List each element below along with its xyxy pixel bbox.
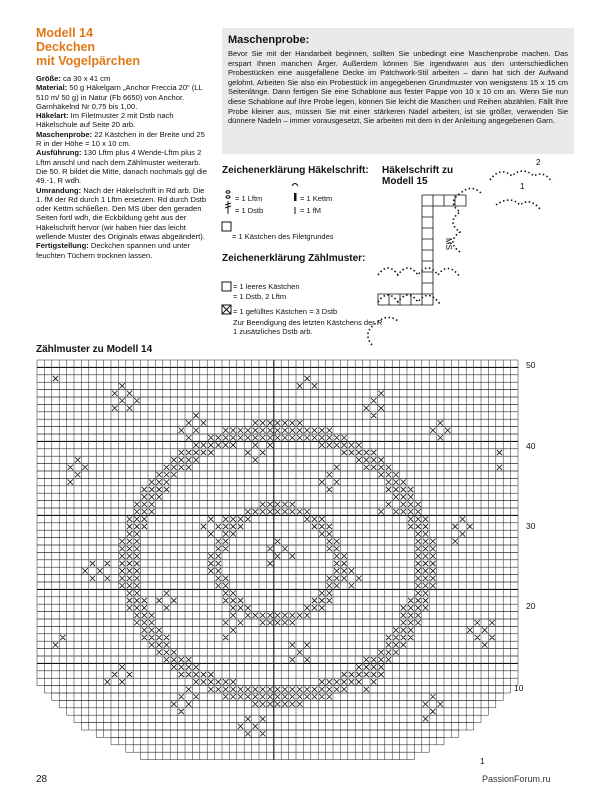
title-line-2: Deckchen [36, 40, 96, 54]
row-label-40: 40 [526, 441, 536, 451]
row-label-10: 10 [514, 683, 524, 693]
gauge-heading: Maschenprobe: [228, 34, 310, 46]
filet-box-symbol [222, 222, 231, 231]
instr-gauge: Maschenprobe: 22 Kästchen in der Breite und 25 R in der Höhe = 10 x 10 cm. [36, 129, 205, 149]
kettm-dot [294, 193, 297, 201]
filled-box-symbol [222, 305, 231, 314]
legend-filet-box: = 1 Kästchen des Filetgrundes [232, 232, 334, 241]
legend-chart-heading: Zeichenerklärung Zählmuster: [222, 253, 366, 264]
legend-filled: = 1 gefülltes Kästchen = 3 Dstb [233, 307, 338, 316]
row-label-1: 1 [480, 756, 485, 766]
legend-kettm: = 1 Kettm [300, 194, 333, 203]
legend-empty-2: = 1 Dstb, 2 Lftm [233, 292, 287, 301]
row-label-30: 30 [526, 521, 536, 531]
crochet-diagram [368, 171, 552, 345]
diagram-ms-label: MS [444, 238, 453, 250]
legend-note: Zur Beendigung des letzten Kästchens der R 1 zusätzliches Dstb arb. [233, 318, 383, 336]
footer-watermark: PassionForum.ru [482, 774, 551, 784]
legend-dstb: = 1 Dstb [235, 206, 264, 215]
instr-finishing: Fertigstellung: Deckchen spannen und unter feuchten Tüchern trocknen lassen. [36, 241, 191, 260]
empty-box-symbol [222, 282, 231, 291]
row-label-20: 20 [526, 601, 536, 611]
legend-crochet-heading: Zeichenerklärung Häkelschrift: [222, 165, 369, 176]
instr-technique: Häkelart: Im Filetmuster 2 mit Dstb nach Häkelschule auf Seite 20 arb. [36, 111, 174, 130]
lftm-symbol [226, 191, 230, 198]
chart-grid [37, 360, 518, 760]
dstb-symbol [225, 201, 231, 214]
kettm-symbol [292, 184, 298, 187]
page-number: 28 [36, 774, 48, 785]
diagram-grid [378, 195, 466, 305]
chart-filled-cells [53, 376, 502, 737]
legend-lftm: = 1 Lftm [235, 194, 263, 203]
diagram-heading: Häkelschrift zu Modell 15 [382, 165, 454, 187]
chart-title: Zählmuster zu Modell 14 [36, 344, 153, 355]
filet-chart [37, 360, 518, 760]
diagram-mark-2: 2 [536, 158, 541, 167]
instr-size: Größe: ca 30 x 41 cm [36, 74, 111, 83]
legend-fm: = 1 fM [300, 206, 322, 215]
instr-material: Material: 50 g Häkelgarn „Anchor Freccia 20“ (LL 510 m/ 50 g) in Natur (Fb 6650) von Anchor. Garnhäkelnd Nr 0,75 bis 1,00. [36, 83, 203, 111]
title-line-3: mit Vogelpärchen [36, 54, 140, 68]
instr-border: Umrandung: Nach der Häkelschrift in Rd arb. Die 1. fM der Rd durch 1 Lftm ersetzen. Rd durch Dstb oder Kettm schließen. Den MS über den geraden Seiten fortl wdh, die Eckbildung geht aus der Häkelschrift hervor (wir haben hier das leicht wellende Muster des Originals etwas abgeändert). [36, 185, 207, 242]
instr-execution: Ausführung: 130 Lftm plus 4 Wende-Lftm plus 2 Lftm anschl und nach dem Zählmuster weiterarb. Die 50. R bildet die Mitte, danach nochmals ggl die 49.-1. R wdh. [36, 148, 207, 186]
row-label-50: 50 [526, 360, 536, 370]
gauge-text: Bevor Sie mit der Handarbeit beginnen, sollten Sie unbedingt eine Maschenprobe machen. Das erspart Ihnen manchen Ärger. Außerdem können Sie irgendwann aus den unterschiedlichen Probestücken eine ausgefallene Decke im Patchwork-Stil arbeiten – dann hat sich der Aufwand gelohnt. Arbeiten Sie also ein Probestück im angegebenen Grundmuster von wenigstens 15 x 15 cm Seitenlänge. Dann fertigen Sie eine Schablone aus fester Pappe von 10 x 10 cm an. Wenn Sie nun diese Schablone auf Ihre Probe legen, können Sie leicht die Maschen und Reihen abzählen. Fällt Ihre Probe kleiner aus, müssen Sie mit einer stärkeren Nadel arbeiten, ist sie größer, verwenden Sie dünnere Nadeln – immer vorausgesetzt, Sie arbeiten mit dem in der Anleitung angegebenen Garn. [228, 49, 568, 126]
legend-empty-1: = 1 leeres Kästchen [233, 282, 300, 291]
title-line-1: Modell 14 [36, 26, 93, 40]
diagram-mark-1: 1 [520, 182, 525, 191]
